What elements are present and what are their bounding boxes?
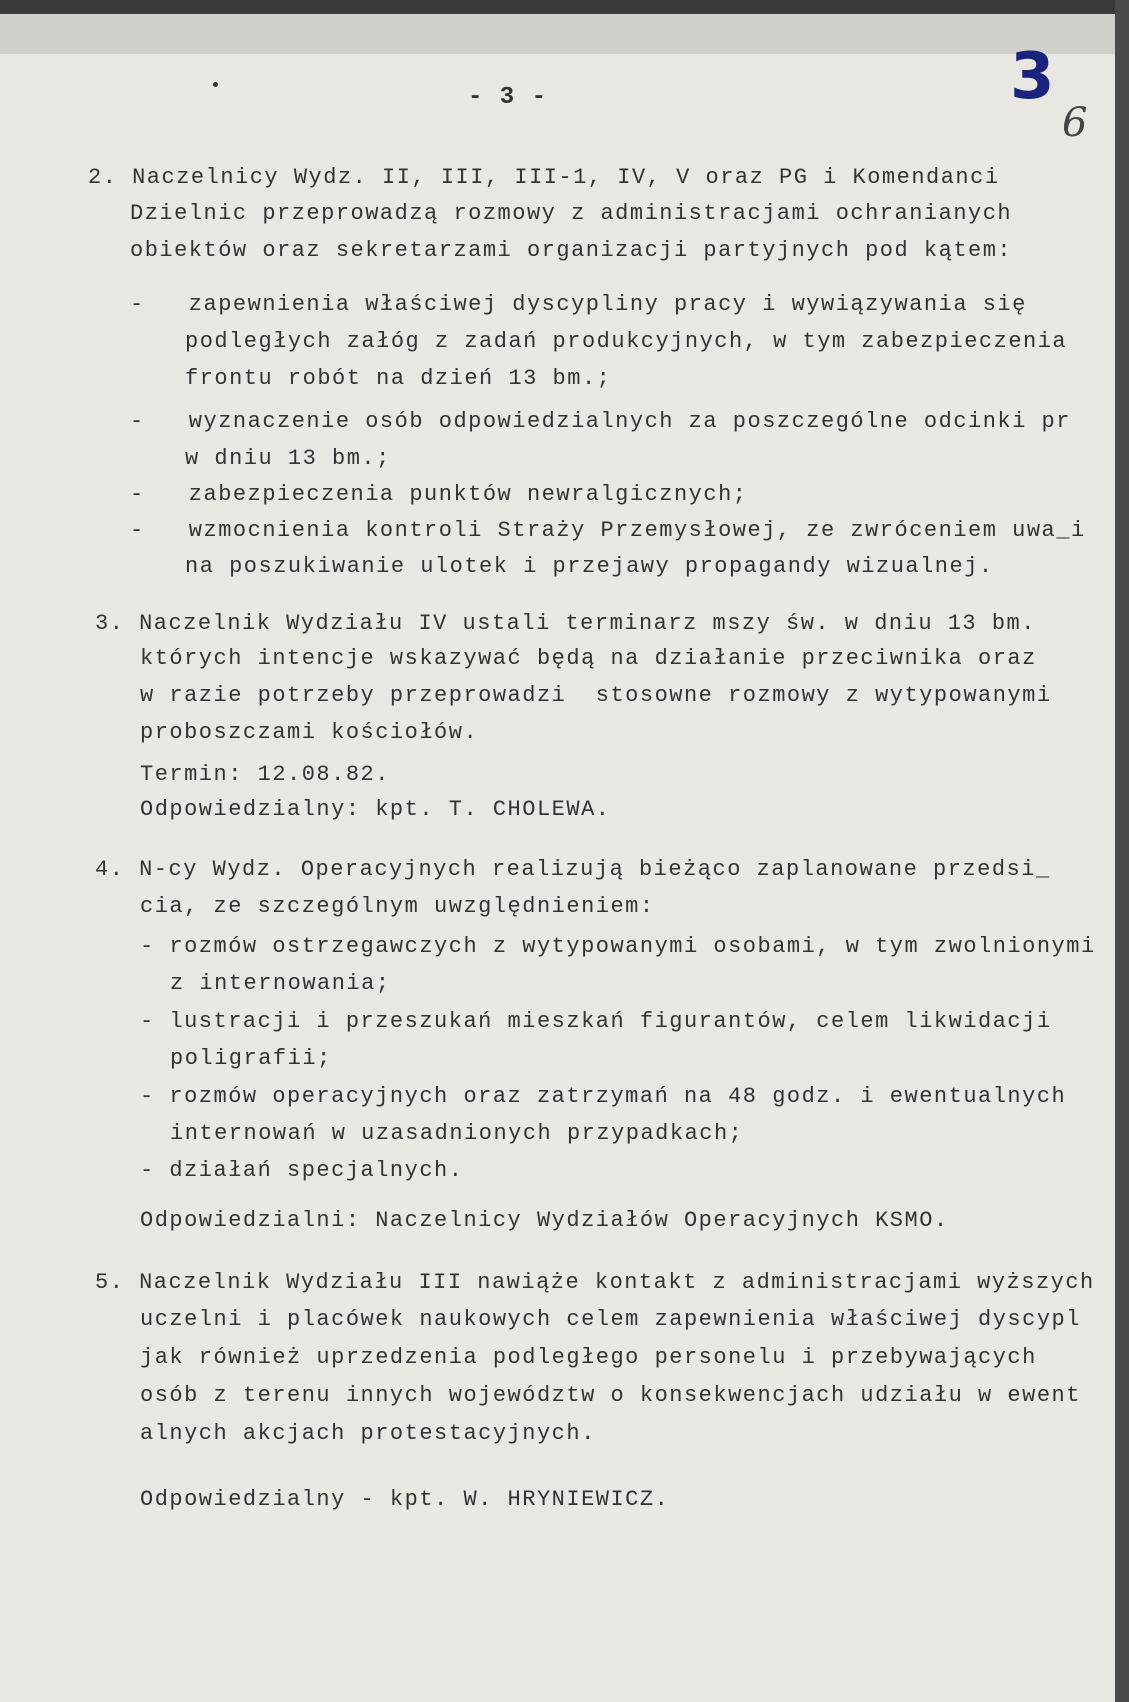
- text-line: obiektów oraz sekretarzami organizacji partyjnych pod kątem:: [130, 238, 1013, 263]
- text-line: podległych załóg z zadań produkcyjnych, w tym zabezpieczenia: [185, 329, 1068, 354]
- text-line: Dzielnic przeprowadzą rozmowy z administracjami ochranianych: [130, 201, 1013, 226]
- text-line: 4. N-cy Wydz. Operacyjnych realizują bieżąco zaplanowane przedsi_: [95, 857, 1051, 882]
- text-line: - działań specjalnych.: [140, 1158, 464, 1183]
- text-line: osób z terenu innych województw o konsekwencjach udziału w ewent: [140, 1383, 1081, 1408]
- text-line: Odpowiedzialny - kpt. W. HRYNIEWICZ.: [140, 1487, 670, 1512]
- text-line: jak również uprzedzenia podległego personelu i przebywających: [140, 1345, 1037, 1370]
- scan-top-edge: [0, 0, 1129, 14]
- text-line: na poszukiwanie ulotek i przejawy propagandy wizualnej.: [185, 554, 994, 579]
- page-number: - 3 -: [468, 84, 548, 111]
- text-line: w dniu 13 bm.;: [185, 446, 391, 471]
- scan-right-edge: [1115, 0, 1129, 1702]
- text-line: cia, ze szczególnym uwzględnieniem:: [140, 894, 655, 919]
- text-line: - rozmów operacyjnych oraz zatrzymań na 48 godz. i ewentualnych: [140, 1084, 1067, 1109]
- text-line: - zapewnienia właściwej dyscypliny pracy i wywiązywania się: [130, 292, 1027, 317]
- text-line: proboszczami kościołów.: [140, 720, 479, 745]
- text-line: Odpowiedzialni: Naczelnicy Wydziałów Operacyjnych KSMO.: [140, 1208, 949, 1233]
- text-line: 3. Naczelnik Wydziału IV ustali terminarz mszy św. w dniu 13 bm.: [95, 611, 1036, 636]
- text-line: alnych akcjach protestacyjnych.: [140, 1421, 596, 1446]
- text-line: - wyznaczenie osób odpowiedzialnych za poszczególne odcinki pr: [130, 409, 1071, 434]
- ink-dot: [213, 82, 218, 87]
- text-line: 5. Naczelnik Wydziału III nawiąże kontakt z administracjami wyższych: [95, 1270, 1095, 1295]
- text-line: w razie potrzeby przeprowadzi stosowne rozmowy z wytypowanymi: [140, 683, 1052, 708]
- text-line: - lustracji i przeszukań mieszkań figurantów, celem likwidacji: [140, 1009, 1052, 1034]
- archive-page-mark: 3: [1010, 40, 1055, 114]
- text-line: - wzmocnienia kontroli Straży Przemysłowej, ze zwróceniem uwa_i: [130, 518, 1086, 543]
- text-line: z internowania;: [170, 971, 391, 996]
- text-line: - rozmów ostrzegawczych z wytypowanymi osobami, w tym zwolnionymi: [140, 934, 1096, 959]
- text-line: Odpowiedzialny: kpt. T. CHOLEWA.: [140, 797, 611, 822]
- text-line: uczelni i placówek naukowych celem zapewnienia właściwej dyscypl: [140, 1307, 1081, 1332]
- text-line: poligrafii;: [170, 1046, 332, 1071]
- text-line: frontu robót na dzień 13 bm.;: [185, 366, 612, 391]
- text-line: Termin: 12.08.82.: [140, 762, 390, 787]
- text-line: internowań w uzasadnionych przypadkach;: [170, 1121, 744, 1146]
- text-line: - zabezpieczenia punktów newralgicznych;: [130, 482, 748, 507]
- text-line: których intencje wskazywać będą na działanie przeciwnika oraz: [140, 646, 1037, 671]
- scan-header-strip: [0, 14, 1115, 54]
- text-line: 2. Naczelnicy Wydz. II, III, III-1, IV, V oraz PG i Komendanci: [88, 165, 1000, 190]
- archive-page-submark: 6: [1062, 100, 1088, 146]
